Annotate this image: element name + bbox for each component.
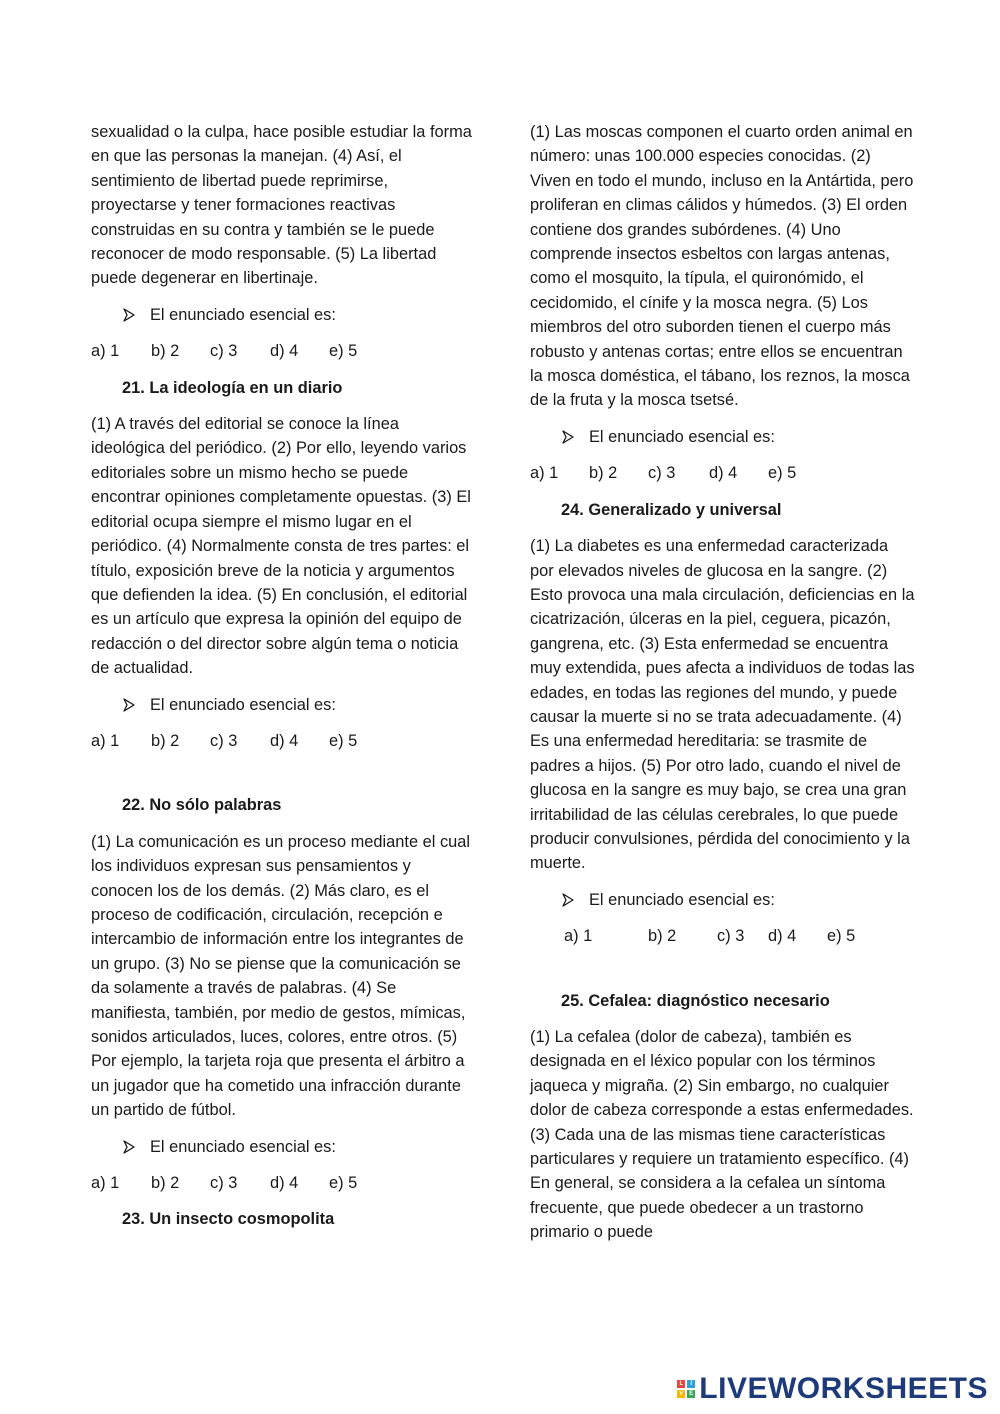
prompt-label: El enunciado esencial es: [150,1137,336,1156]
option-d[interactable]: d) 4 [270,1174,299,1193]
options-question-22 [91,1171,476,1195]
paragraph-22: (1) La comunicación es un proceso mediante el cual los individuos expresan sus pensamientos y conocen los de los demás. (2) Más claro, es el proceso de codificación, circulación, recepción e intercambio de información entre los integrantes de un grupo. (3) No se piense que la comunicación se da solamente a través de palabras. (4) Se manifiesta, también, por medio de gestos, mímicas, sonidos articulados, luces, colores, entre otros. (5) Por ejemplo, la tarjeta roja que presenta el árbitro a un jugador que ha cometido una infracción durante un partido de fútbol. [91,832,471,1120]
option-a[interactable]: a) 1 [91,731,120,750]
option-e[interactable]: e) 5 [329,1174,358,1193]
prompt-question-23 [561,425,915,449]
arrow-bullet-icon [122,308,136,322]
option-a[interactable]: a) 1 [530,464,559,483]
option-b[interactable]: b) 2 [589,464,618,483]
paragraph-23: (1) Las moscas componen el cuarto orden animal en número: unas 100.000 especies conocidas. (2) Viven en todo el mundo, incluso en la Antártida, pero proliferan en climas cálidos y húmedos. (3) El orden contiene dos grandes subórdenes. (4) Uno comprende insectos esbeltos con largas antenas, como el mosquito, la típula, el quironómido, el cecidomido, el cínife y la mosca negra. (5) Los miembros del otro suborden tienen el cuerpo más robusto y antenas cortas; entre ellos se encuentran la mosca doméstica, el tábano, los reznos, la mosca de la fruta y la mosca tsetsé. [530,123,914,410]
paragraph-intro: sexualidad o la culpa, hace posible estudiar la forma en que las personas la manejan. (4) Así, el sentimiento de libertad puede reprimirse, proyectarse y tener formaciones reactivas construidas en su contra y también se le puede reconocer de modo responsable. (5) La libertad puede degenerar en libertinaje. [91,123,472,288]
option-d[interactable]: d) 4 [270,342,299,361]
option-a[interactable]: a) 1 [91,1174,120,1193]
options-question-23 [530,461,915,485]
option-d[interactable]: d) 4 [270,731,299,750]
option-e[interactable]: e) 5 [329,342,358,361]
prompt-label: El enunciado esencial es: [589,890,775,909]
prompt-question-22 [122,1135,476,1159]
question-title-24: 24. Generalizado y universal [561,500,782,519]
question-title-23: 23. Un insecto cosmopolita [122,1210,335,1229]
option-e[interactable]: e) 5 [827,927,856,946]
option-a[interactable]: a) 1 [564,927,593,946]
option-e[interactable]: e) 5 [768,464,797,483]
paragraph-21: (1) A través del editorial se conoce la línea ideológica del periódico. (2) Por ello, leyendo varios editoriales sobre un mismo hecho se puede encontrar opiniones completamente opuestas. (3) El editorial ocupa siempre el mismo lugar en el periódico. (4) Normalmente consta de tres partes: el título, exposición breve de la noticia y argumentos que defienden la idea. (5) En conclusión, el editorial es un artículo que expresa la opinión del equipo de redacción o del director sobre algún tema o noticia de actualidad. [91,415,471,678]
options-question-24 [564,924,915,948]
logo-mark-icon [677,1380,695,1398]
logo-letter: V [679,1391,684,1397]
liveworksheets-logo [677,1372,988,1406]
option-b[interactable]: b) 2 [648,927,677,946]
option-b[interactable]: b) 2 [151,731,180,750]
arrow-bullet-icon [122,1140,136,1154]
options-question-20 [91,339,476,363]
option-c[interactable]: c) 3 [210,1174,238,1193]
paragraph-24: (1) La diabetes es una enfermedad caracterizada por elevados niveles de glucosa en la sangre. (2) Esto provoca una mala circulación, deficiencias en la cicatrización, úlceras en la piel, ceguera, picazón, gangrena, etc. (3) Esta enfermedad se encuentra muy extendida, pues afecta a individuos de todas las edades, en todas las regiones del mundo, y puede causar la muerte si no se trata adecuadamente. (4) Es una enfermedad hereditaria: se trasmite de padres a hijos. (5) Por otro lado, cuando el nivel de glucosa en la sangre es muy bajo, se crea una gran irritabilidad de las células cerebrales, lo que puede producir convulsiones, pérdida del conocimiento y la muerte. [530,537,915,873]
arrow-bullet-icon [561,893,575,907]
arrow-bullet-icon [122,698,136,712]
option-d[interactable]: d) 4 [709,464,738,483]
arrow-bullet-icon [561,430,575,444]
option-c[interactable]: c) 3 [648,464,676,483]
logo-letter: E [689,1391,694,1397]
prompt-label: El enunciado esencial es: [150,695,336,714]
option-a[interactable]: a) 1 [91,342,120,361]
prompt-question-24 [561,888,915,912]
prompt-label: El enunciado esencial es: [589,427,775,446]
prompt-question-21 [122,693,476,717]
question-title-25: 25. Cefalea: diagnóstico necesario [561,991,830,1010]
option-c[interactable]: c) 3 [210,731,238,750]
option-b[interactable]: b) 2 [151,1174,180,1193]
logo-letter: I [687,1380,695,1388]
brand-name: LIVEWORKSHEETS [699,1372,988,1405]
options-question-21 [91,729,476,753]
option-b[interactable]: b) 2 [151,342,180,361]
question-title-22: 22. No sólo palabras [122,796,282,815]
paragraph-25: (1) La cefalea (dolor de cabeza), también es designada en el léxico popular con los términos jaqueca y migraña. (2) Sin embargo, no cualquier dolor de cabeza corresponde a estas enfermedades. (3) Cada una de las mismas tiene características particulares y requiere un tratamiento específico. (4) En general, se considera a la cefalea un síntoma frecuente, que puede obedecer a un trastorno primario o puede [530,1028,914,1242]
prompt-question-20 [122,303,476,327]
prompt-label: El enunciado esencial es: [150,305,336,324]
question-title-21: 21. La ideología en un diario [122,378,343,397]
option-e[interactable]: e) 5 [329,731,358,750]
option-c[interactable]: c) 3 [717,927,745,946]
right-column [530,120,915,1245]
logo-letter: L [677,1380,685,1388]
option-d[interactable]: d) 4 [768,927,797,946]
left-column [91,120,476,1232]
option-c[interactable]: c) 3 [210,342,238,361]
